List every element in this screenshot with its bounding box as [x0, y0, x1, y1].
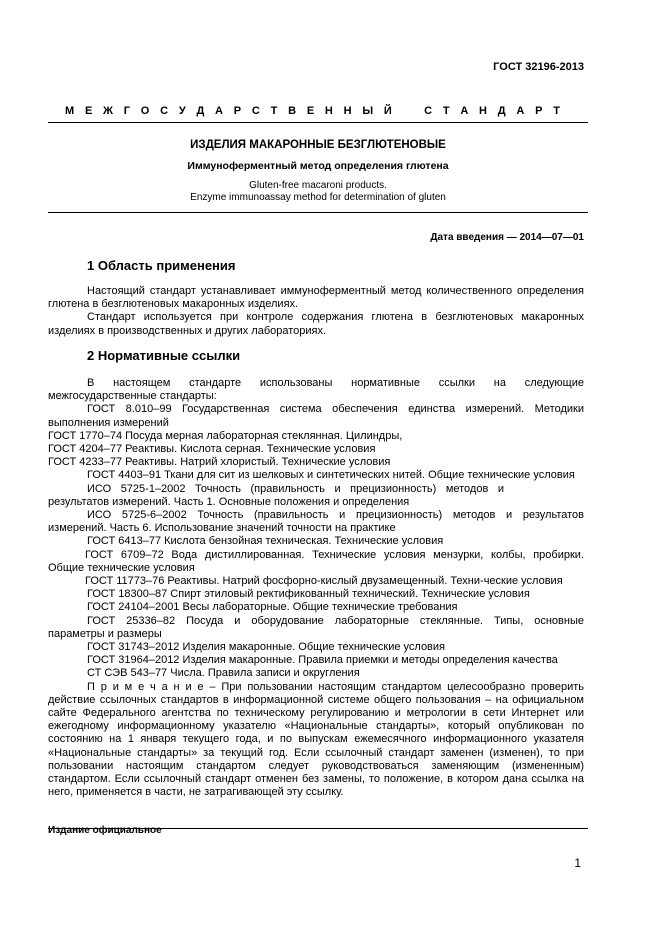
note-line: действие ссылочных стандартов в информационной системе общего пользования – на официальном [48, 693, 584, 706]
word: и [497, 482, 504, 495]
reference-item: ИСО 5725-6–2002 Точность (правильность и прецизионность) методов и результатов [87, 509, 584, 522]
banner-letter: Ж [103, 105, 113, 117]
banner-letter: Н [324, 105, 333, 117]
banner-letter: Й [383, 105, 392, 117]
banner-letter: Т [442, 105, 450, 117]
note-line: «Национальные стандарты» за текущий год. Если ссылочный стандарт заменен (изменен), то при [48, 746, 584, 759]
word: на [493, 377, 506, 389]
intro-date: Дата введения — 2014—07—01 [430, 232, 584, 243]
text-line: глютена в безглютеновых макаронных изделиях. [48, 298, 299, 311]
banner-letter: Н [479, 105, 487, 117]
text-line: межгосударственные стандарты: [48, 390, 217, 403]
note-line: ежегодному информационному указателю «Национальные стандарты», который опубликован по [48, 720, 584, 733]
banner-letter: Т [553, 105, 560, 117]
banner-letter: Е [84, 105, 93, 117]
word: и [334, 482, 341, 495]
reference-item: ГОСТ 4403–91 Ткани для сит из шелковых и синтетических нитей. Общие технические условия [87, 469, 575, 482]
text-line: Стандарт используется при контроле содержания глютена в безглютеновых макаронных [87, 311, 584, 324]
top-rule [48, 122, 588, 123]
reference-item: ГОСТ 8.010–99 Государственная система обеспечения единства измерений. Методики [87, 403, 584, 416]
note-line: сайте Федерального агентства по техническому регулированию и метрологии в сети Интернет или [48, 707, 584, 720]
note-line: состоянию на 1 января текущего года, и по выпускам ежемесячного информационного указателя [48, 733, 584, 746]
document-title: ИЗДЕЛИЯ МАКАРОННЫЕ БЕЗГЛЮТЕНОВЫЕ [190, 139, 446, 151]
reference-item: ГОСТ 31743–2012 Изделия макаронные. Общие технические условия [87, 641, 446, 654]
text-line: Общие технические условия [48, 561, 195, 574]
banner-letter: А [516, 105, 525, 117]
note-line [48, 681, 584, 694]
section1-body [48, 285, 584, 338]
note-label: П р и м е ч а н и е [87, 680, 204, 693]
word: ссылки [438, 377, 476, 389]
note-text: – При пользовании настоящим стандартом целесообразно проверить [209, 680, 584, 693]
english-title-line2: Enzyme immunoassay method for determination of gluten [190, 192, 446, 203]
reference-item: СТ СЭВ 543–77 Числа. Правила записи и округления [87, 667, 360, 680]
document-subtitle: Иммуноферментный метод определения глютена [187, 160, 449, 172]
word: прецизионность) [350, 482, 437, 495]
reference-item [48, 483, 584, 496]
banner-letter: Г [123, 105, 131, 117]
banner-letter: А [460, 105, 469, 117]
note-line: него, применяется в части, не затрагивающей эту ссылку. [48, 786, 344, 799]
page-number: 1 [574, 856, 581, 870]
banner-letter: Р [535, 105, 543, 117]
gost-code: ГОСТ 32196-2013 [493, 61, 584, 73]
edition-label: Издание официальное [48, 825, 162, 836]
banner-letter: С [424, 105, 433, 117]
word: Точность [195, 482, 241, 495]
interstate-standard-banner [65, 105, 560, 117]
section1-heading: 1 Область применения [87, 258, 236, 273]
word: настоящем [113, 377, 171, 389]
word: В [87, 377, 95, 389]
section2-heading: 2 Нормативные ссылки [87, 348, 241, 363]
word: ИСО [87, 482, 112, 495]
text-line: Настоящий стандарт устанавливает иммуноферментный метод количественного определения [87, 285, 584, 297]
banner-letter: В [288, 105, 297, 117]
refs-intro-line1 [48, 377, 584, 390]
reference-item: ГОСТ 18300–87 Спирт этиловый ректификованный технический. Технические условия [87, 588, 530, 601]
text-line: измерений. Часть 6. Использование значений точности на практике [48, 522, 396, 535]
english-title-line1: Gluten-free macaroni products. [249, 180, 387, 191]
note-line: стандартом. Если ссылочный стандарт отменен без замены, то положение, в котором дана ссылка на [48, 773, 584, 786]
banner-letter: Ы [362, 105, 374, 117]
note-line: пользовании настоящим стандартом следует руководствоваться заменяющим (измененным) [48, 759, 584, 772]
banner-letter: О [140, 105, 150, 117]
banner-letter: С [160, 105, 169, 117]
text-line: результатов измерений. Часть 1. Основные положения и определения [48, 495, 410, 508]
word: стандарте [189, 377, 242, 389]
banner-letter: Р [233, 105, 242, 117]
text-line: параметры и размеры [48, 627, 162, 640]
reference-item: ГОСТ 31964–2012 Изделия макаронные. Правила приемки и методы определения качества [87, 654, 558, 667]
banner-letter: С [251, 105, 260, 117]
reference-item: ГОСТ 1770–74 Посуда мерная лабораторная стеклянная. Цилиндры, [48, 429, 403, 442]
title-rule [48, 212, 588, 213]
text-line: изделиях в производственных и других лабораториях. [48, 324, 327, 337]
banner-letter: Д [497, 105, 506, 117]
banner-letter: Е [306, 105, 315, 117]
section2-body [48, 377, 584, 800]
reference-item: ГОСТ 4233–77 Реактивы. Натрий хлористый. Технические условия [48, 456, 391, 469]
word: 5725-1–2002 [120, 482, 186, 495]
banner-letter: Т [270, 105, 278, 117]
word: (правильность [250, 482, 325, 495]
reference-item: ГОСТ 25336–82 Посуда и оборудование лабораторные стеклянные. Типы, основные [87, 614, 584, 627]
banner-letter: У [178, 105, 186, 117]
word: методов [445, 482, 489, 495]
reference-item: ГОСТ 6709–72 Вода дистиллированная. Технические условия мензурки, колбы, пробирки. [85, 548, 584, 561]
reference-item: ГОСТ 6413–77 Кислота бензойная техническая. Технические условия [87, 535, 444, 548]
reference-item: ГОСТ 11773–76 Реактивы. Натрий фосфорно-кислый двузамещенный. Техни-ческие условия [85, 575, 563, 588]
banner-letter: Н [343, 105, 352, 117]
banner-letter: М [65, 105, 75, 117]
word: нормативные [351, 377, 420, 389]
word: использованы [259, 377, 333, 389]
text-line: выполнения измерений [48, 416, 169, 429]
word: следующие [524, 377, 584, 389]
reference-item: ГОСТ 24104–2001 Весы лабораторные. Общие технические требования [87, 601, 458, 614]
banner-letter: Д [196, 105, 205, 117]
reference-item: ГОСТ 4204–77 Реактивы. Кислота серная. Технические условия [48, 443, 376, 456]
banner-letter: А [215, 105, 223, 117]
